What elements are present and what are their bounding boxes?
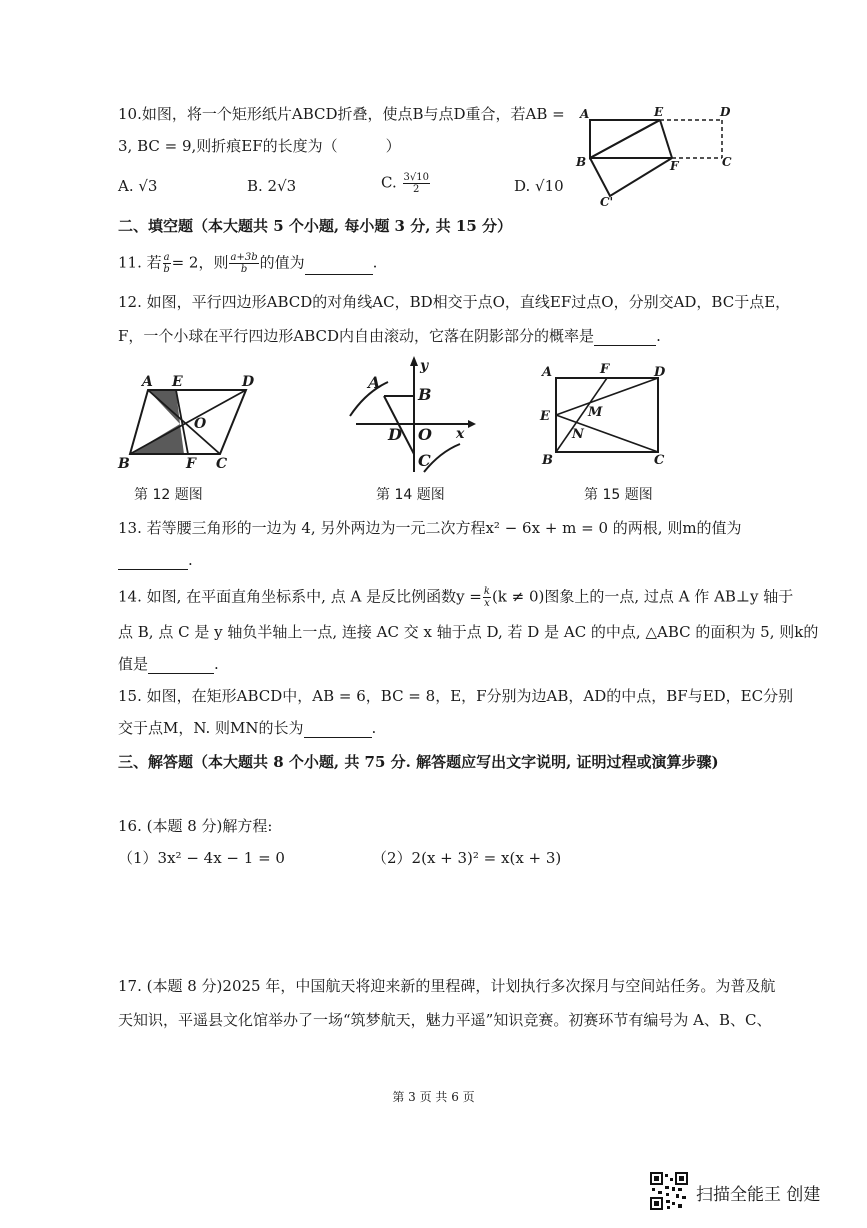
answer-blank[interactable] xyxy=(148,657,214,674)
q12-end: . xyxy=(656,327,661,345)
fig14-caption: 第 14 题图 xyxy=(376,487,445,503)
fig12-label-a: A xyxy=(142,374,153,390)
fig12-caption: 第 12 题图 xyxy=(134,487,203,503)
q16-title: 16. (本题 8 分)解方程: xyxy=(118,817,273,835)
fig14-label-c: C xyxy=(418,451,431,470)
answer-blank[interactable] xyxy=(118,553,188,570)
q10-label-d: D xyxy=(720,105,731,119)
q10-option-c xyxy=(381,172,431,195)
q10-label-c-prime: C' xyxy=(600,195,614,208)
q10-line2-close: ） xyxy=(385,137,401,155)
fig15-label-n: N xyxy=(572,427,584,442)
fig15-label-b: B xyxy=(542,453,553,468)
q14-line3-text: 值是 xyxy=(118,655,149,673)
fig15-label-c: C xyxy=(654,453,665,468)
q10-label-a: A xyxy=(580,107,590,121)
section-3-heading: 三、解答题（本大题共 8 个小题, 共 75 分. 解答题应写出文字说明, 证明过程或演算步骤) xyxy=(118,753,719,771)
q14-line3 xyxy=(118,654,219,674)
fig12-label-e: E xyxy=(172,374,183,390)
answer-blank[interactable] xyxy=(304,721,372,738)
q15-line1: 15. 如图，在矩形ABCD中，AB = 6，BC = 8，E，F分别为边AB，AD的中点，BF与ED，EC分别 xyxy=(118,687,794,705)
q10-label-f: F xyxy=(670,159,679,173)
scanner-watermark xyxy=(650,1170,850,1214)
scanner-watermark-text: 扫描全能王 创建 xyxy=(696,1185,821,1205)
q11-end: . xyxy=(372,253,378,272)
q14-end: . xyxy=(214,655,219,673)
fig15-label-m: M xyxy=(588,405,603,420)
q11-middle: = 2，则 xyxy=(171,253,229,272)
q10-option-a: A. √3 xyxy=(118,177,158,195)
q17-line2: 天知识，平遥县文化馆举办了一场“筑梦航天，魅力平遥”知识竞赛。初赛环节有编号为 A、B、C、 xyxy=(118,1011,772,1029)
fraction-denominator: b xyxy=(240,264,248,275)
fig15-label-d: D xyxy=(654,365,666,380)
q14-line2: 点 B, 点 C 是 y 轴负半轴上一点, 连接 AC 交 x 轴于点 D, 若 D 是 AC 的中点, △ABC 的面积为 5, 则k的 xyxy=(118,623,819,641)
qr-code-icon xyxy=(650,1172,688,1210)
q13-line1: 13. 若等腰三角形的一边为 4, 另外两边为一元二次方程x² − 6x + m = 0 的两根, 则m的值为 xyxy=(118,519,742,537)
fig12-parallelogram xyxy=(112,368,272,476)
q10-line2 xyxy=(118,136,401,156)
q13-line2 xyxy=(118,550,193,570)
section-2-heading: 二、填空题（本大题共 5 个小题, 每小题 3 分, 共 15 分） xyxy=(118,217,512,235)
page-footer: 第 3 页 共 6 页 xyxy=(392,1090,475,1104)
fig12-label-b: B xyxy=(118,456,130,472)
fig14-label-d: D xyxy=(388,425,402,444)
fig14-label-o: O xyxy=(418,425,432,444)
q15-line2 xyxy=(118,718,376,738)
q10-option-c-fraction xyxy=(403,172,430,195)
q17-line1: 17. (本题 8 分)2025 年，中国航天将迎来新的里程碑，计划执行多次探月与空间站任务。为普及航 xyxy=(118,977,776,995)
q11-suffix: 的值为 xyxy=(259,253,305,272)
q15-line2-text: 交于点M，N. 则MN的长为 xyxy=(118,719,304,737)
fraction-numerator: 3√10 xyxy=(403,172,429,183)
q13-end: . xyxy=(188,551,193,569)
q14-fraction-k-over-x xyxy=(483,586,491,609)
fraction-denominator: b xyxy=(163,264,170,275)
fig15-label-f: F xyxy=(600,362,610,377)
q11-fraction-a-over-b xyxy=(163,252,171,275)
fig14-label-a: A xyxy=(368,373,381,392)
q16-part2: （2）2(x + 3)² = x(x + 3) xyxy=(372,849,562,867)
fig15-caption: 第 15 题图 xyxy=(584,487,653,503)
fig14-label-b: B xyxy=(418,385,432,404)
fraction-numerator: k xyxy=(483,586,490,597)
q10-figure xyxy=(572,100,742,208)
q11-prefix: 11. 若 xyxy=(118,253,162,272)
q10-label-b: B xyxy=(576,155,587,169)
fraction-numerator: a xyxy=(163,252,170,263)
q12-line2 xyxy=(118,326,661,346)
q12-line2-text: F，一个小球在平行四边形ABCD内自由滚动，它落在阴影部分的概率是 xyxy=(118,327,595,345)
q14-line1-b: (k ≠ 0)图象上的一点, 过点 A 作 AB⊥y 轴于 xyxy=(491,587,794,606)
q10-option-b: B. 2√3 xyxy=(247,177,297,195)
q12-line1: 12. 如图，平行四边形ABCD的对角线AC，BD相交于点O，直线EF过点O，分别交AD，BC于点E， xyxy=(118,293,791,311)
q15-end: . xyxy=(371,719,377,737)
fig12-label-d: D xyxy=(242,374,255,390)
q10-label-e: E xyxy=(654,105,664,119)
q14-line1 xyxy=(118,586,793,609)
q14-line1-a: 14. 如图, 在平面直角坐标系中, 点 A 是反比例函数y = xyxy=(118,587,482,606)
fig12-label-c: C xyxy=(216,456,228,472)
q11-fraction-expr xyxy=(229,252,258,275)
fraction-denominator: x xyxy=(484,598,490,609)
q10-line2-text: 3, BC = 9,则折痕EF的长度为（ xyxy=(118,137,338,155)
fraction-denominator: 2 xyxy=(413,184,420,195)
fig15-label-a: A xyxy=(542,365,553,380)
q10-line1: 10.如图，将一个矩形纸片ABCD折叠，使点B与点D重合，若AB = xyxy=(118,105,565,123)
q10-option-d: D. √10 xyxy=(514,177,564,195)
fig12-label-o: O xyxy=(194,416,207,432)
q10-option-c-label: C. xyxy=(381,173,397,192)
fig12-label-f: F xyxy=(186,456,196,472)
fig15-label-e: E xyxy=(540,409,550,424)
q10-label-c: C xyxy=(722,155,732,169)
q11 xyxy=(118,252,377,275)
fig15-rectangle xyxy=(536,360,676,472)
fraction-numerator: a+3b xyxy=(230,252,258,263)
answer-blank[interactable] xyxy=(305,258,373,275)
q16-part1: （1）3x² − 4x − 1 = 0 xyxy=(118,849,285,867)
answer-blank[interactable] xyxy=(594,329,656,346)
fig14-label-x: x xyxy=(456,426,465,442)
fig14-coordinate-graph xyxy=(348,352,478,476)
fig14-label-y: y xyxy=(420,358,429,374)
